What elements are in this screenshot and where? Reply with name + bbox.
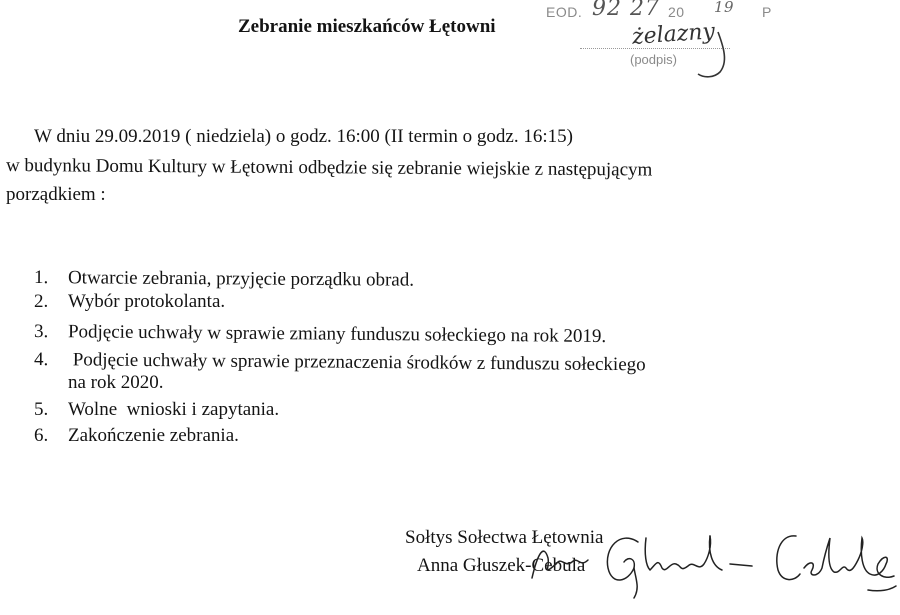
- agenda-item-text: Podjęcie uchwały w sprawie przeznaczenia środków z funduszu sołeckiego: [67, 349, 646, 376]
- agenda-item-number: 6.: [34, 425, 49, 446]
- handwritten-name: żelazny: [631, 19, 716, 50]
- agenda-item: [34, 397, 854, 423]
- stamp-year-prefix: 20: [668, 4, 685, 20]
- handwritten-signature-text: Anna Głuszek- Cebula: [528, 606, 538, 607]
- intro-line-1: W dniu 29.09.2019 ( niedziela) o godz. 16:00 (II termin o godz. 16:15): [34, 126, 573, 147]
- agenda-item-text: Otwarcie zebrania, przyjęcie porządku obrad.: [67, 267, 415, 291]
- agenda-item-number: 5.: [34, 399, 49, 420]
- stamp-eod: EOD.: [546, 4, 583, 20]
- agenda-item-text: Wybór protokolanta.: [68, 291, 226, 312]
- podpis-label: (podpis): [630, 52, 677, 67]
- agenda-list: [34, 263, 854, 445]
- agenda-item-number: 3.: [33, 321, 49, 343]
- agenda-item-text: Wolne wnioski i zapytania.: [68, 399, 280, 420]
- signature-name: Anna Głuszek-Cebula: [417, 555, 586, 576]
- agenda-item-text: Podjęcie uchwały w sprawie zmiany funduszu sołeckiego na rok 2019.: [67, 321, 607, 347]
- agenda-item: [34, 289, 854, 315]
- handwritten-signature: [528, 508, 898, 608]
- agenda-item-number: 2.: [34, 291, 49, 312]
- intro-paragraph: [6, 122, 886, 209]
- stamp-number: 92 27: [592, 0, 660, 21]
- stamp-handwritten-year: 19: [714, 0, 735, 16]
- podpis-stamp: [578, 20, 748, 80]
- agenda-item-continuation: [34, 370, 854, 396]
- agenda-item-number: 4.: [33, 349, 49, 371]
- registry-stamp: [540, 0, 790, 22]
- intro-line-3: porządkiem :: [6, 184, 106, 205]
- agenda-item: [34, 423, 854, 449]
- intro-line-2: w budynku Domu Kultury w Łętowni odbędzie się zebranie wiejskie z następującym: [5, 155, 653, 181]
- agenda-item-continuation-text: na rok 2020.: [68, 372, 164, 393]
- document-title: Zebranie mieszkańców Łętowni: [238, 16, 496, 37]
- stamp-suffix: P: [762, 4, 772, 20]
- agenda-item-number: 1.: [33, 267, 49, 289]
- podpis-hook-mark: [578, 20, 748, 80]
- agenda-item-text: Zakończenie zebrania.: [68, 425, 239, 446]
- signature-title: Sołtys Sołectwa Łętownia: [405, 527, 604, 548]
